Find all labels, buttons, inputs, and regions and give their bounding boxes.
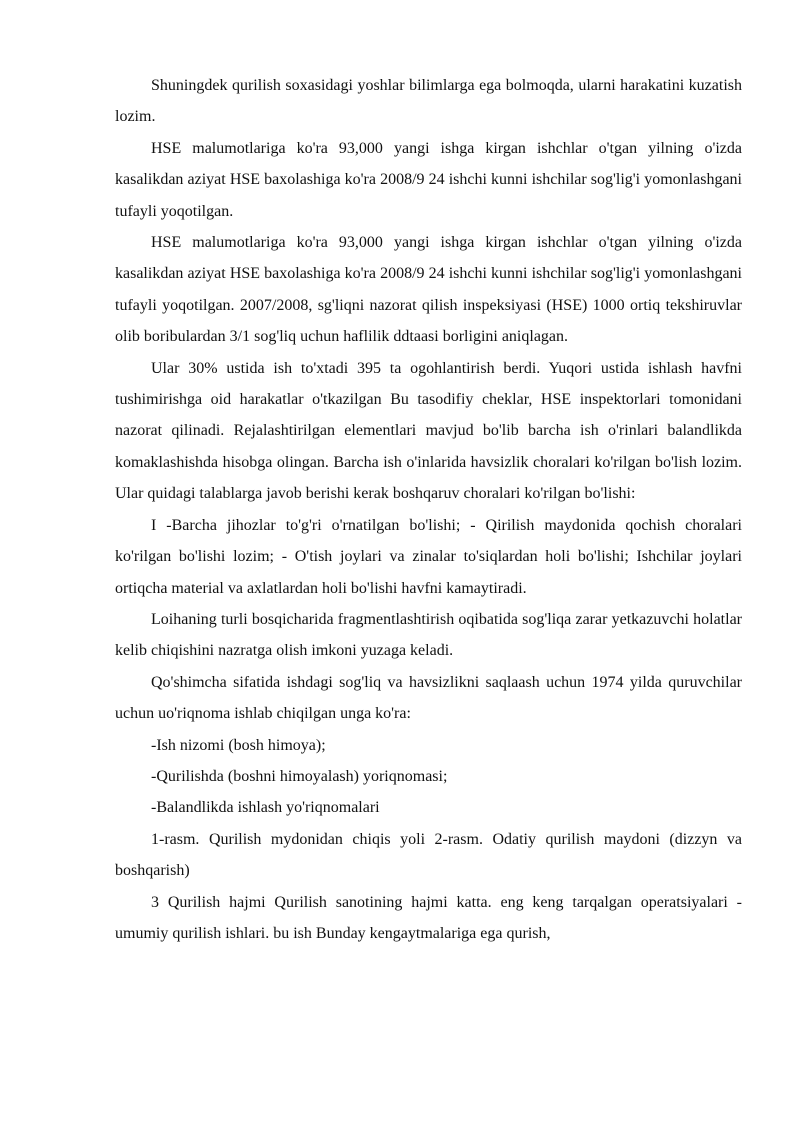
document-page [115, 70, 742, 949]
paragraph-warnings: Ular 30% ustida ish to'xtadi 395 ta ogohlantirish berdi. Yuqori ustida ishlash havfni tushimirishga oid harakatlar o'tkazilgan Bu tasodifiy cheklar, HSE inspektorlari tomonidani nazorat qilinadi. Rejalashtirilgan elementlari mavjud bo'lib barcha ish o'rinlari balandlikda komaklashishda hisobga olingan. Barcha ish o'inlarida havsizlik choralari ko'rilgan bo'lish lozim. Ular quidagi talablarga javob berishi kerak boshqaruv choralari ko'rilgan bo'lishi: [115, 359, 742, 503]
paragraph-figure-captions: 1-rasm. Qurilish mydonidan chiqis yoli 2-rasm. Odatiy qurilish maydoni (dizzyn va boshqarish) [115, 830, 742, 880]
paragraph-intro: Shuningdek qurilish soxasidagi yoshlar bilimlarga ega bolmoqda, ularni harakatini kuzatish lozim. [115, 77, 742, 126]
paragraph-hse-stats: HSE malumotlariga ko'ra 93,000 yangi ishga kirgan ishchlar o'tgan yilning o'izda kasalikdan aziyat HSE baxolashiga ko'ra 2008/9 24 ishchi kunni ishchilar sog'lig'i yomonlashgani tufayli yoqotilgan. [115, 139, 742, 220]
paragraph-requirements: I -Barcha jihozlar to'g'ri o'rnatilgan bo'lishi; - Qirilish maydonida qochish choralari ko'rilgan bo'lishi lozim; - O'tish joylari va zinalar to'siqlardan holi bo'lishi; Ishchilar joylari ortiqcha material va axlatlardan holi bo'lishi havfni kamaytiradi. [115, 516, 742, 597]
list-item-height-work: -Balandlikda ishlash yo'riqnomalari [151, 799, 380, 817]
list-item-head-protection: -Qurilishda (boshni himoyalash) yoriqnomasi; [151, 767, 448, 785]
paragraph-project-stages: Loihaning turli bosqicharida fragmentlashtirish oqibatida sog'liqa zarar yetkazuvchi holatlar kelib chiqishini nazratga olish imkoni yuzaga keladi. [115, 610, 742, 660]
paragraph-hse-inspection: HSE malumotlariga ko'ra 93,000 yangi ishga kirgan ishchlar o'tgan yilning o'izda kasalikdan aziyat HSE baxolashiga ko'ra 2008/9 24 ishchi kunni ishchilar sog'lig'i yomonlashgani tufayli yoqotilgan. 2007/2008, sg'liqni nazorat qilish inspeksiyasi (HSE) 1000 ortiq tekshiruvlar olib boribulardan 3/1 sog'liq uchun haflilik ddtaasi borligini aniqlagan. [115, 234, 742, 346]
list-item-work-rules: -Ish nizomi (bosh himoya); [151, 736, 326, 754]
paragraph-construction-volume: 3 Qurilish hajmi Qurilish sanotining hajmi katta. eng keng tarqalgan operatsiyalari - umumiy qurilish ishlari. bu ish Bunday kengaytmalariga ega qurish, [115, 893, 742, 942]
paragraph-guidelines-1974: Qo'shimcha sifatida ishdagi sog'liq va havsizlikni saqlaash uchun 1974 yilda quruvchilar uchun uo'riqnoma ishlab chiqilgan unga ko'ra: [115, 673, 742, 723]
